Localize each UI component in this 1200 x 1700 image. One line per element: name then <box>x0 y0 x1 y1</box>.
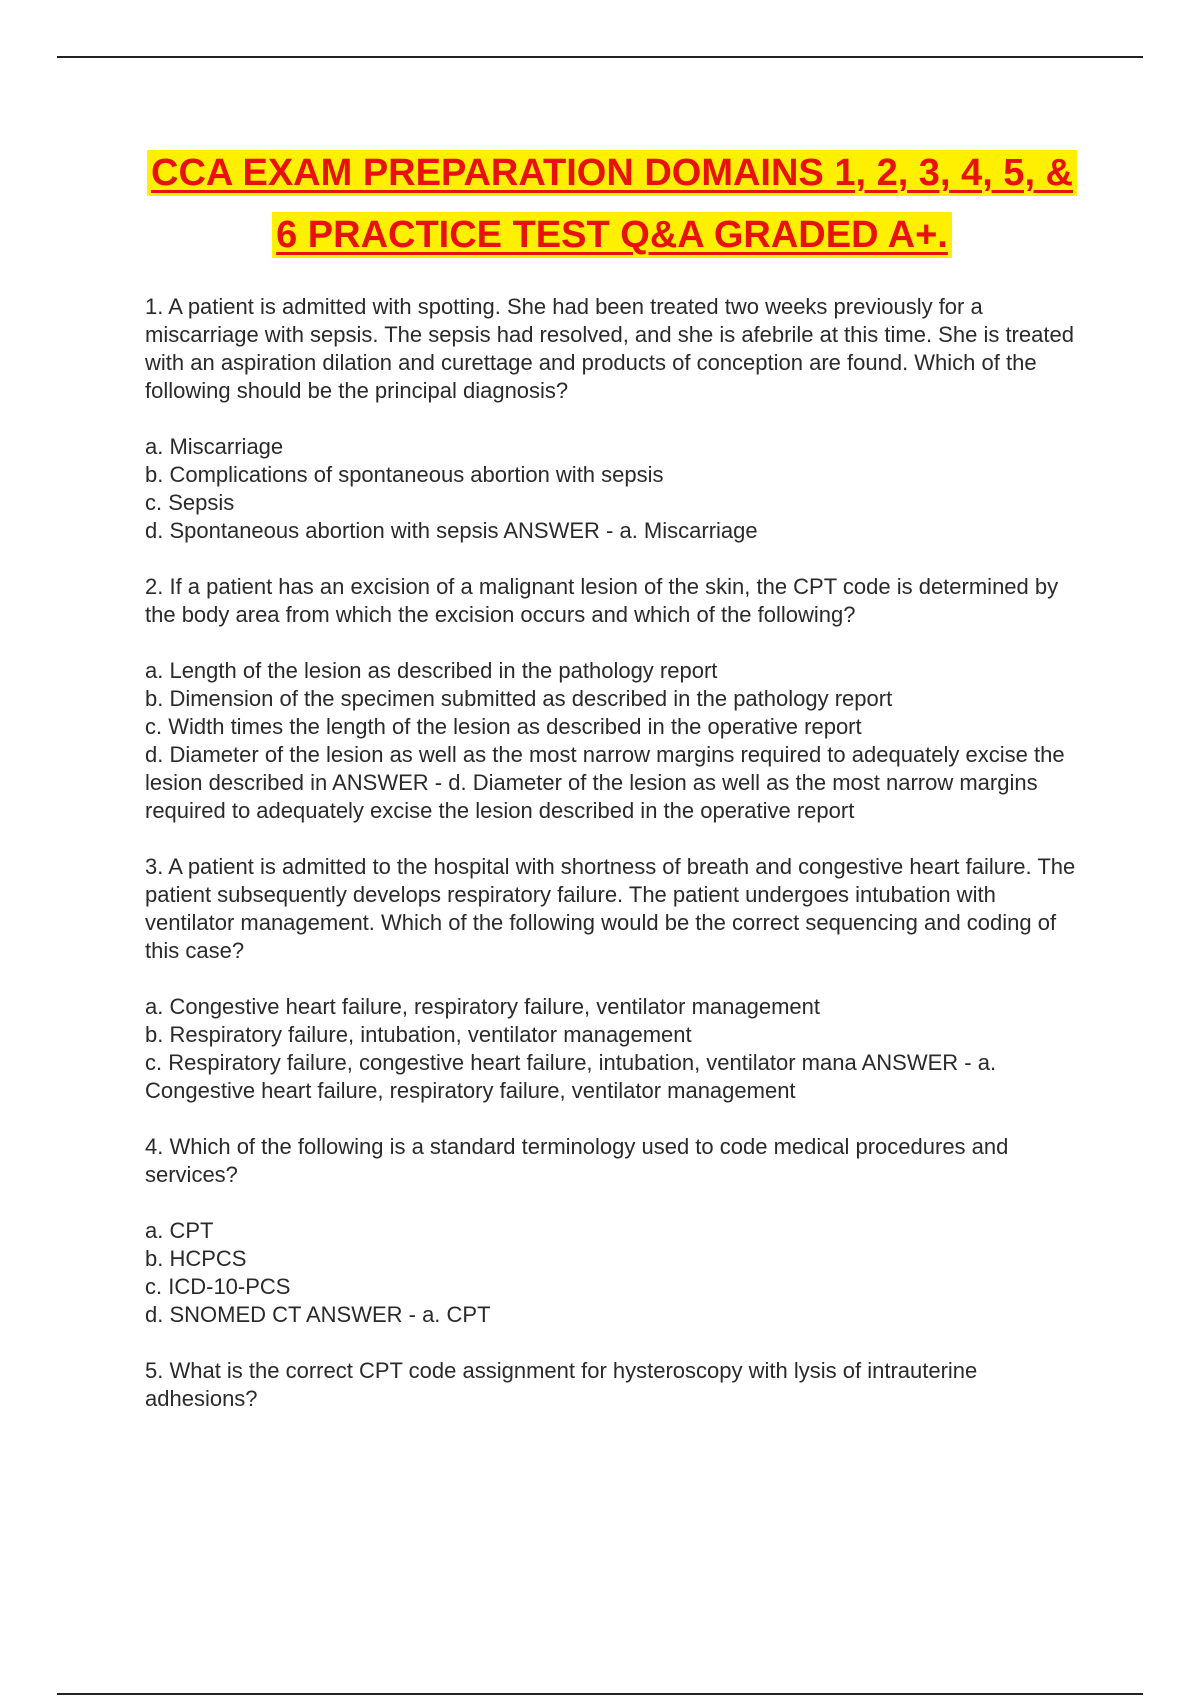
question-4-option-d: d. SNOMED CT ANSWER - a. CPT <box>145 1302 491 1327</box>
question-2 <box>145 573 1090 825</box>
question-3-option-a: a. Congestive heart failure, respiratory failure, ventilator management <box>145 994 821 1019</box>
question-3-option-b: b. Respiratory failure, intubation, ventilator management <box>145 1022 692 1047</box>
question-1-option-c: c. Sepsis <box>145 490 235 515</box>
question-4-option-a: a. CPT <box>145 1218 214 1243</box>
question-5 <box>145 1357 1090 1413</box>
question-4-option-b: b. HCPCS <box>145 1246 247 1271</box>
question-1-option-d: d. Spontaneous abortion with sepsis ANSWER - a. Miscarriage <box>145 518 758 543</box>
question-3-text: 3. A patient is admitted to the hospital with shortness of breath and congestive heart failure. The patient subsequently develops respiratory failure. The patient undergoes intubation with ventilator management. Which of the following would be the correct sequencing and coding of this case? <box>145 854 1076 963</box>
question-2-option-b: b. Dimension of the specimen submitted as described in the pathology report <box>145 686 893 711</box>
question-2-option-d: d. Diameter of the lesion as well as the most narrow margins required to adequately excise the lesion described in ANSWER - d. Diameter of the lesion as well as the most narrow margins required to adequately excise the lesion described in the operative report <box>145 742 1065 823</box>
top-rule <box>57 56 1143 58</box>
question-3 <box>145 853 1090 1105</box>
questions-list <box>145 293 1090 1441</box>
bottom-rule <box>57 1693 1143 1695</box>
question-4 <box>145 1133 1090 1329</box>
question-1-option-b: b. Complications of spontaneous abortion with sepsis <box>145 462 664 487</box>
question-1 <box>145 293 1090 545</box>
question-2-text: 2. If a patient has an excision of a malignant lesion of the skin, the CPT code is determined by the body area from which the excision occurs and which of the following? <box>145 574 1059 627</box>
question-2-option-a: a. Length of the lesion as described in the pathology report <box>145 658 718 683</box>
question-5-text: 5. What is the correct CPT code assignment for hysteroscopy with lysis of intrauterine adhesions? <box>145 1358 978 1411</box>
question-4-option-c: c. ICD-10-PCS <box>145 1274 291 1299</box>
question-2-option-c: c. Width times the length of the lesion as described in the operative report <box>145 714 862 739</box>
question-3-option-c: c. Respiratory failure, congestive heart failure, intubation, ventilator mana ANSWER - a. Congestive heart failure, respiratory failure, ventilator management <box>145 1050 997 1103</box>
question-4-text: 4. Which of the following is a standard terminology used to code medical procedures and services? <box>145 1134 1009 1187</box>
question-1-text: 1. A patient is admitted with spotting. She had been treated two weeks previously for a miscarriage with sepsis. The sepsis had resolved, and she is afebrile at this time. She is treated with an aspiration dilation and curettage and products of conception are found. Which of the following should be the principal diagnosis? <box>145 294 1074 403</box>
question-1-option-a: a. Miscarriage <box>145 434 284 459</box>
document-title: CCA EXAM PREPARATION DOMAINS 1, 2, 3, 4, 5, & 6 PRACTICE TEST Q&A GRADED A+. <box>147 142 1077 266</box>
